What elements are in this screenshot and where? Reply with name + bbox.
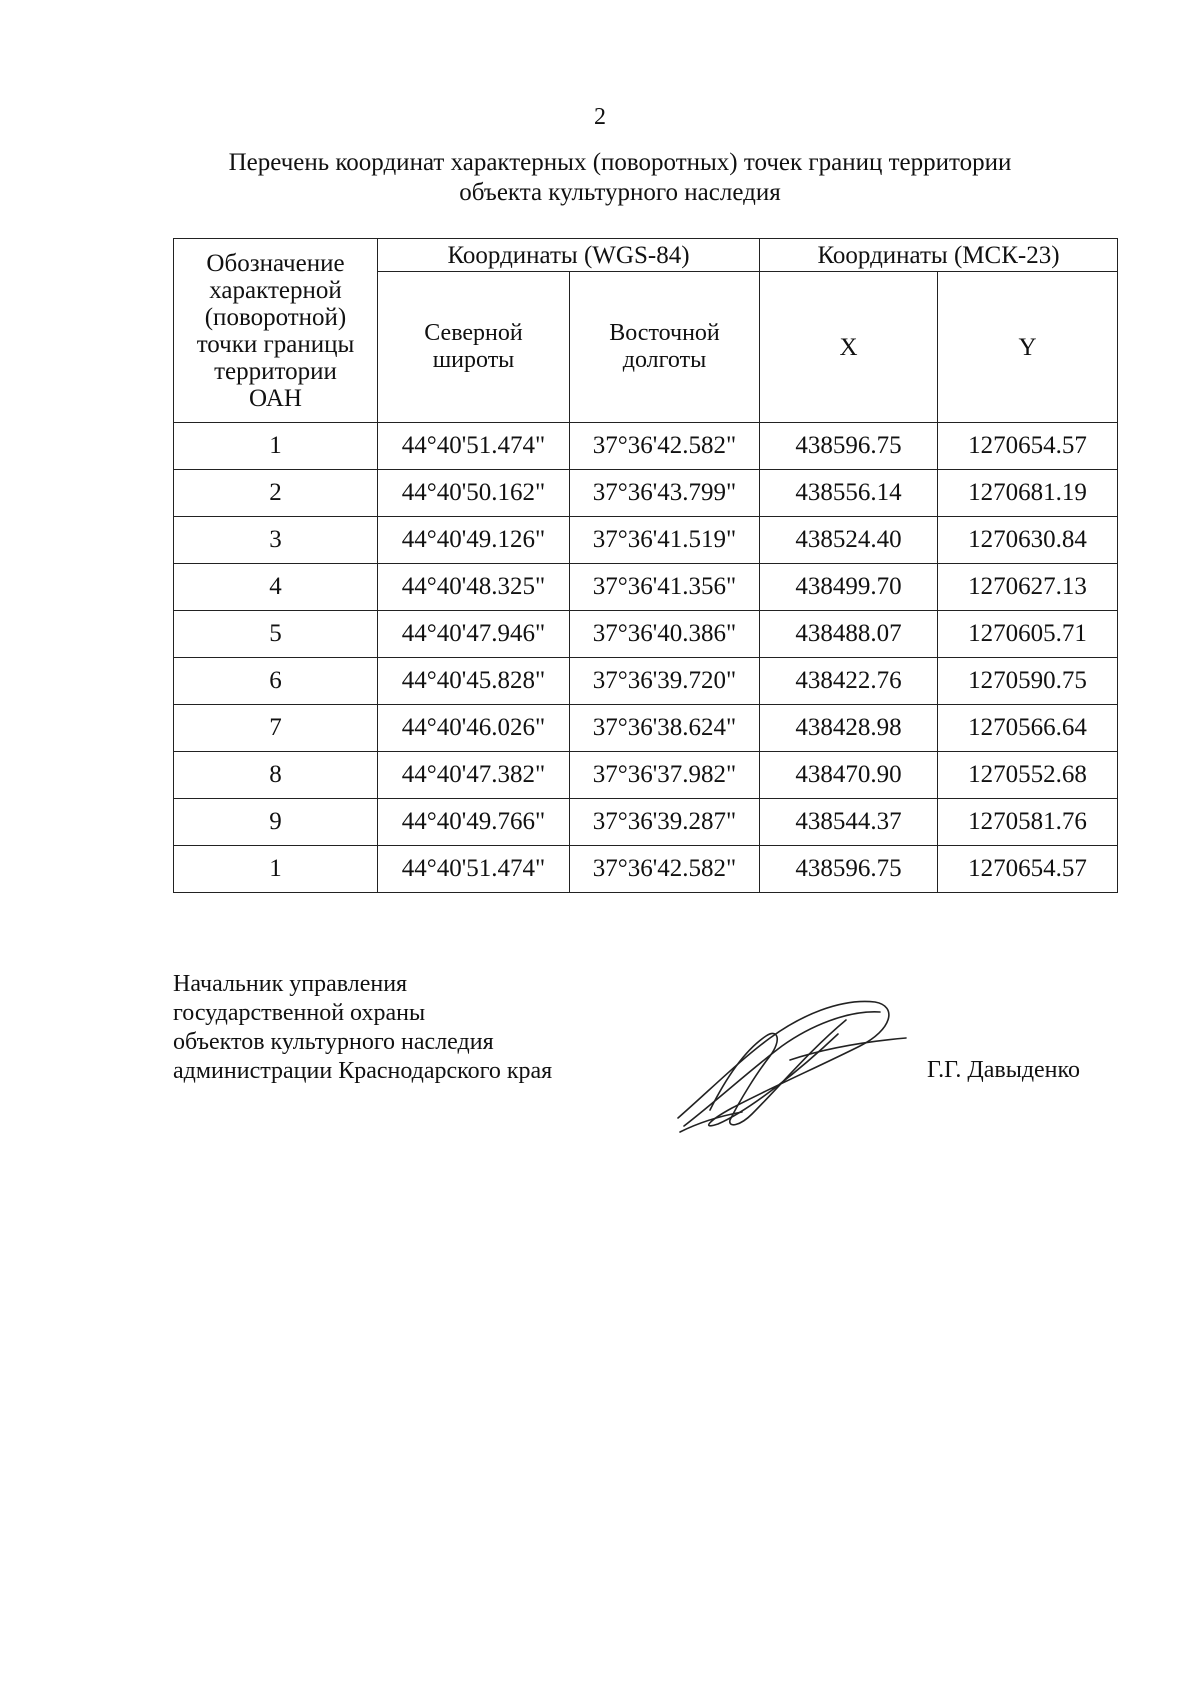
table-row [174,517,1118,564]
latitude-cell: 44°40'51.474" [378,423,570,470]
longitude-cell: 37°36'40.386" [570,611,760,658]
table-row [174,470,1118,517]
latitude-cell: 44°40'50.162" [378,470,570,517]
x-cell: 438524.40 [760,517,938,564]
title-line-2: объекта культурного наследия [459,179,781,206]
y-cell: 1270590.75 [938,658,1118,705]
table-row [174,423,1118,470]
longitude-cell: 37°36'41.519" [570,517,760,564]
table-row [174,846,1118,893]
signer-name: Г.Г. Давыденко [927,1057,1080,1083]
msk-group-header: Координаты (МСК-23) [760,239,1118,272]
title-line-1: Перечень координат характерных (поворотных) точек границ территории [228,149,1012,176]
y-cell: 1270566.64 [938,705,1118,752]
point-cell: 3 [174,517,378,564]
longitude-cell: 37°36'42.582" [570,846,760,893]
y-cell: 1270605.71 [938,611,1118,658]
x-cell: 438422.76 [760,658,938,705]
longitude-cell: 37°36'39.720" [570,658,760,705]
table-row [174,752,1118,799]
longitude-cell: 37°36'43.799" [570,470,760,517]
latitude-cell: 44°40'47.946" [378,611,570,658]
position-line: администрации Краснодарского края [173,1058,553,1084]
table-row [174,611,1118,658]
handwritten-signature [670,990,910,1140]
table-row [174,705,1118,752]
point-column-header: Обозначение характерной (поворотной) точки границы территории ОАН [174,239,378,423]
longitude-cell: 37°36'38.624" [570,705,760,752]
latitude-cell: 44°40'49.126" [378,517,570,564]
table-row [174,658,1118,705]
point-cell: 1 [174,846,378,893]
latitude-cell: 44°40'46.026" [378,705,570,752]
longitude-cell: 37°36'39.287" [570,799,760,846]
y-cell: 1270552.68 [938,752,1118,799]
point-cell: 1 [174,423,378,470]
point-cell: 4 [174,564,378,611]
y-cell: 1270654.57 [938,423,1118,470]
document-title [170,148,1070,208]
x-cell: 438488.07 [760,611,938,658]
point-cell: 8 [174,752,378,799]
point-cell: 9 [174,799,378,846]
x-cell: 438596.75 [760,846,938,893]
x-header: X [760,272,938,423]
wgs-group-header: Координаты (WGS-84) [378,239,760,272]
longitude-cell: 37°36'37.982" [570,752,760,799]
latitude-cell: 44°40'48.325" [378,564,570,611]
coordinates-table [173,238,1118,893]
y-cell: 1270581.76 [938,799,1118,846]
position-line: объектов культурного наследия [173,1029,494,1055]
point-cell: 5 [174,611,378,658]
x-cell: 438596.75 [760,423,938,470]
longitude-cell: 37°36'42.582" [570,423,760,470]
latitude-cell: 44°40'49.766" [378,799,570,846]
signatory-position [173,970,552,1086]
table-row [174,564,1118,611]
position-line: государственной охраны [173,1000,426,1026]
x-cell: 438470.90 [760,752,938,799]
y-header: Y [938,272,1118,423]
table-row [174,799,1118,846]
longitude-header: Восточной долготы [570,272,760,423]
latitude-cell: 44°40'51.474" [378,846,570,893]
x-cell: 438556.14 [760,470,938,517]
latitude-header: Северной широты [378,272,570,423]
longitude-cell: 37°36'41.356" [570,564,760,611]
y-cell: 1270681.19 [938,470,1118,517]
y-cell: 1270630.84 [938,517,1118,564]
latitude-cell: 44°40'47.382" [378,752,570,799]
point-cell: 6 [174,658,378,705]
page-number: 2 [594,104,606,130]
position-line: Начальник управления [173,971,408,997]
x-cell: 438544.37 [760,799,938,846]
latitude-cell: 44°40'45.828" [378,658,570,705]
y-cell: 1270654.57 [938,846,1118,893]
point-cell: 2 [174,470,378,517]
point-cell: 7 [174,705,378,752]
x-cell: 438428.98 [760,705,938,752]
x-cell: 438499.70 [760,564,938,611]
y-cell: 1270627.13 [938,564,1118,611]
